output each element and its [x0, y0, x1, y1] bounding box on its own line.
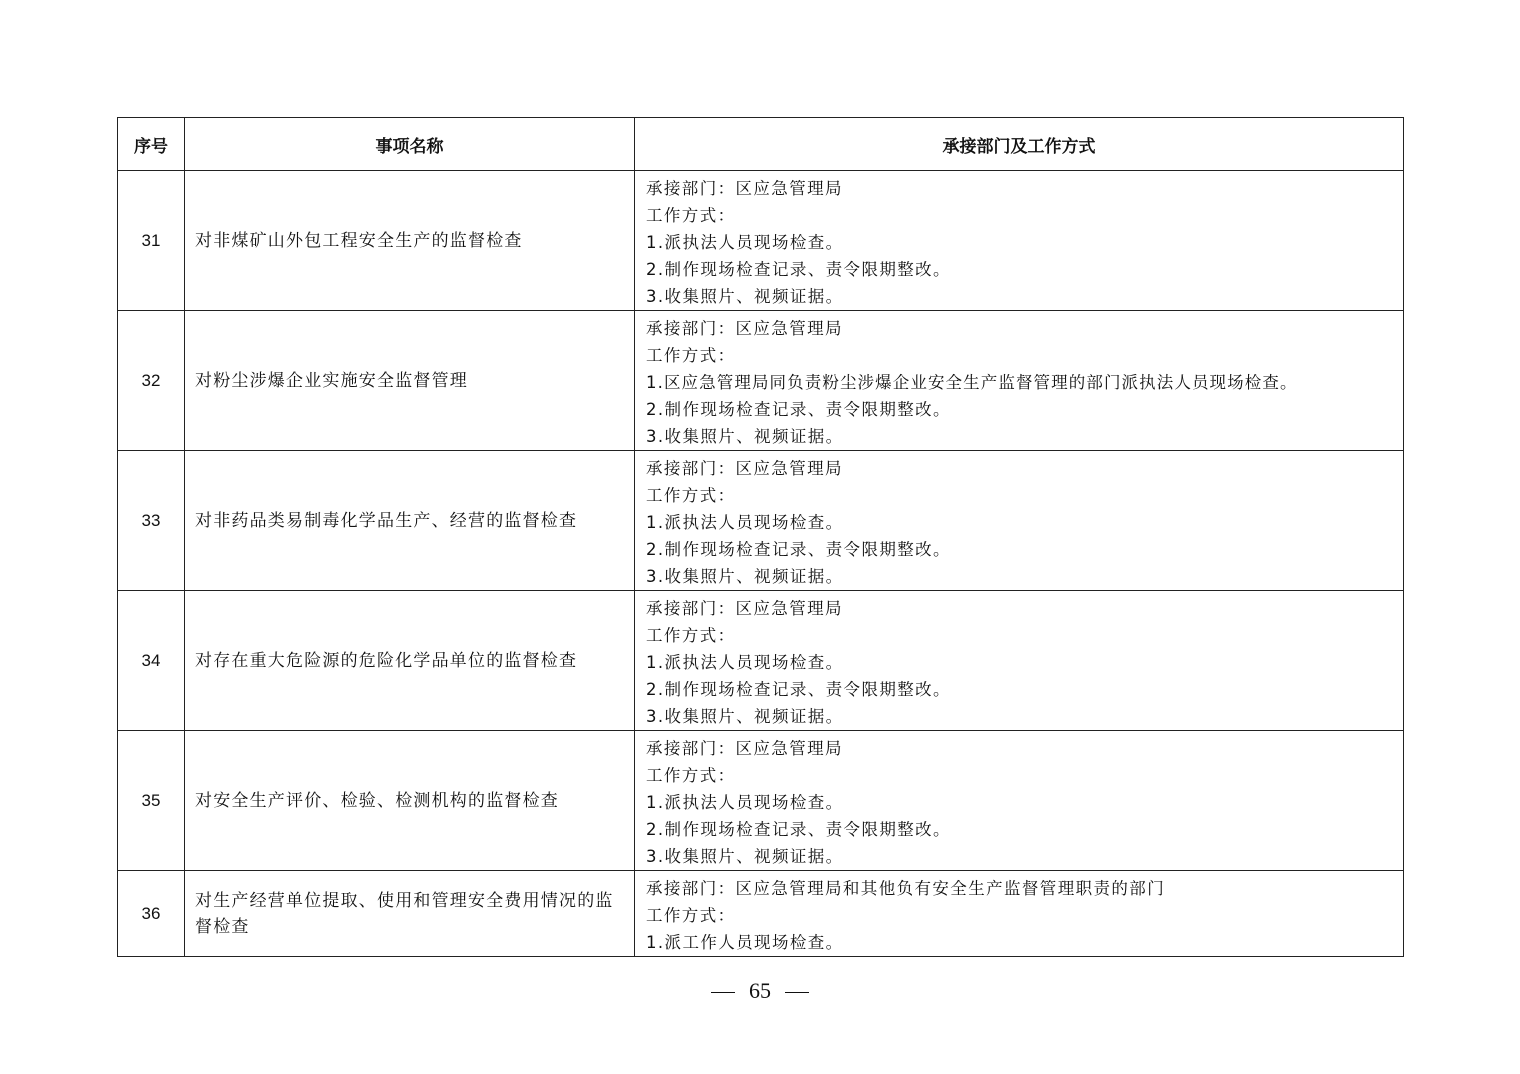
item-name: 对存在重大危险源的危险化学品单位的监督检查 [185, 591, 635, 731]
item-name: 对粉尘涉爆企业实施安全监督管理 [185, 311, 635, 451]
department-method-cell [635, 871, 1404, 957]
row-number: 34 [118, 591, 185, 731]
method-label: 工作方式： [646, 346, 736, 365]
table-row [118, 731, 1404, 871]
method-label: 工作方式： [646, 906, 736, 925]
method-label: 工作方式： [646, 626, 736, 645]
method-step: 2.制作现场检查记录、责令限期整改。 [646, 540, 951, 559]
row-number: 33 [118, 451, 185, 591]
department-method-cell [635, 731, 1404, 871]
method-step: 3.收集照片、视频证据。 [646, 567, 844, 586]
table-header-row [118, 118, 1404, 171]
table-row [118, 311, 1404, 451]
table-row [118, 591, 1404, 731]
header-serial: 序号 [118, 118, 185, 171]
method-step: 2.制作现场检查记录、责令限期整改。 [646, 260, 951, 279]
department-line: 承接部门：区应急管理局和其他负有安全生产监督管理职责的部门 [646, 879, 1166, 898]
footer-dash-left [711, 992, 735, 993]
method-step: 3.收集照片、视频证据。 [646, 427, 844, 446]
table-row [118, 451, 1404, 591]
department-line: 承接部门：区应急管理局 [646, 599, 843, 618]
row-number: 35 [118, 731, 185, 871]
item-name: 对生产经营单位提取、使用和管理安全费用情况的监督检查 [185, 871, 635, 957]
footer-dash-right [785, 992, 809, 993]
department-line: 承接部门：区应急管理局 [646, 459, 843, 478]
page-number: 65 [749, 978, 771, 1003]
items-table [117, 117, 1404, 957]
method-label: 工作方式： [646, 206, 736, 225]
table-row [118, 171, 1404, 311]
department-line: 承接部门：区应急管理局 [646, 319, 843, 338]
department-method-cell [635, 451, 1404, 591]
department-method-cell [635, 311, 1404, 451]
method-step: 3.收集照片、视频证据。 [646, 847, 844, 866]
method-step: 2.制作现场检查记录、责令限期整改。 [646, 680, 951, 699]
item-name: 对非煤矿山外包工程安全生产的监督检查 [185, 171, 635, 311]
method-step: 2.制作现场检查记录、责令限期整改。 [646, 820, 951, 839]
method-step: 2.制作现场检查记录、责令限期整改。 [646, 400, 951, 419]
method-step: 1.派执法人员现场检查。 [646, 793, 844, 812]
department-line: 承接部门：区应急管理局 [646, 179, 843, 198]
method-step: 1.派执法人员现场检查。 [646, 513, 844, 532]
method-step: 1.区应急管理局同负责粉尘涉爆企业安全生产监督管理的部门派执法人员现场检查。 [646, 373, 1298, 392]
method-step: 1.派执法人员现场检查。 [646, 653, 844, 672]
method-label: 工作方式： [646, 486, 736, 505]
header-item-name: 事项名称 [185, 118, 635, 171]
method-step: 3.收集照片、视频证据。 [646, 287, 844, 306]
row-number: 36 [118, 871, 185, 957]
item-name: 对非药品类易制毒化学品生产、经营的监督检查 [185, 451, 635, 591]
item-name: 对安全生产评价、检验、检测机构的监督检查 [185, 731, 635, 871]
row-number: 31 [118, 171, 185, 311]
row-number: 32 [118, 311, 185, 451]
method-step: 3.收集照片、视频证据。 [646, 707, 844, 726]
table-row [118, 871, 1404, 957]
department-line: 承接部门：区应急管理局 [646, 739, 843, 758]
method-step: 1.派执法人员现场检查。 [646, 233, 844, 252]
department-method-cell [635, 171, 1404, 311]
department-method-cell [635, 591, 1404, 731]
method-step: 1.派工作人员现场检查。 [646, 933, 844, 952]
page-footer [0, 978, 1520, 1004]
method-label: 工作方式： [646, 766, 736, 785]
header-department-method: 承接部门及工作方式 [635, 118, 1404, 171]
